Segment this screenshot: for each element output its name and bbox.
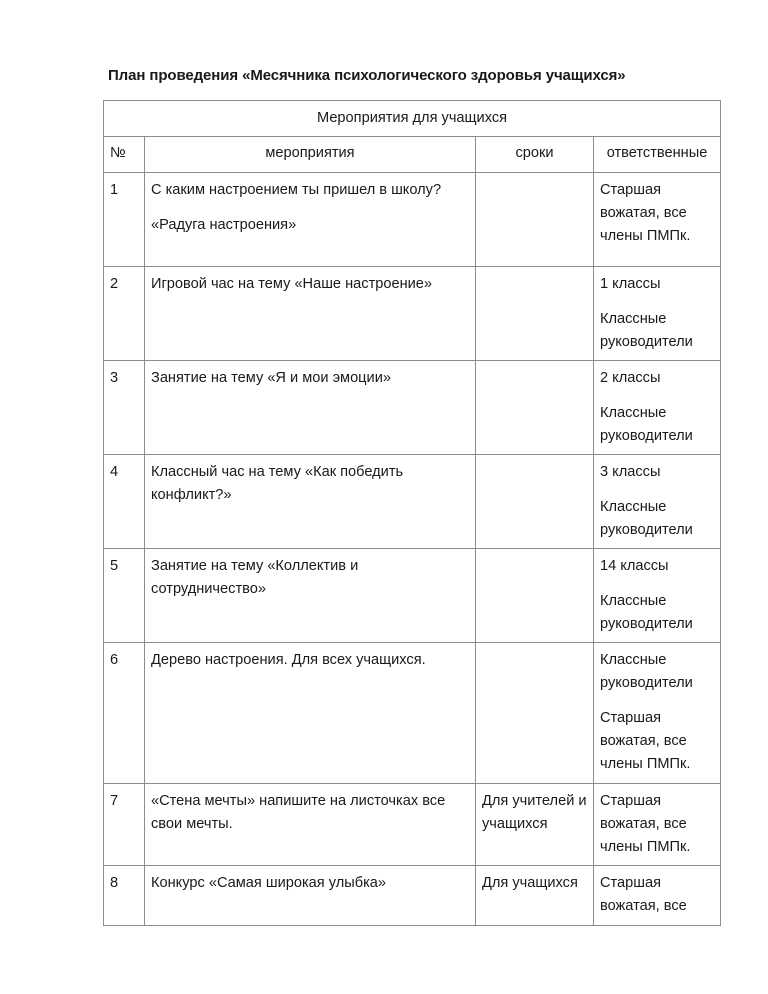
responsible-text: Классные руководители: [600, 405, 693, 444]
row-dates: [476, 173, 594, 267]
responsible-text: Классные руководители: [600, 593, 693, 632]
table-caption: Мероприятия для учащихся: [104, 101, 721, 137]
row-num: 7: [104, 784, 145, 866]
row-num: 2: [104, 267, 145, 361]
event-text: «Радуга настроения»: [151, 217, 297, 233]
header-responsible: ответственные: [594, 137, 721, 173]
responsible-text: Старшая вожатая, все члены ПМПк.: [600, 793, 691, 855]
row-responsible: [594, 361, 721, 455]
row-num: 6: [104, 643, 145, 784]
event-text: Игровой час на тему «Наше настроение»: [151, 276, 433, 292]
header-dates: сроки: [476, 137, 594, 173]
row-event: [145, 361, 476, 455]
row-responsible: [594, 643, 721, 784]
row-event: [145, 267, 476, 361]
table-row: [104, 784, 721, 866]
row-event: [145, 549, 476, 643]
table-row: [104, 549, 721, 643]
table-caption-row: [104, 101, 721, 137]
responsible-text: 2 классы: [600, 370, 661, 386]
row-responsible: [594, 866, 721, 926]
responsible-text: 14 классы: [600, 558, 669, 574]
row-dates: [476, 643, 594, 784]
table-row: [104, 361, 721, 455]
row-num: 5: [104, 549, 145, 643]
row-responsible: [594, 784, 721, 866]
row-dates: [476, 361, 594, 455]
table-row: [104, 455, 721, 549]
row-num: 1: [104, 173, 145, 267]
table-header-row: [104, 137, 721, 173]
responsible-text: Классные руководители: [600, 311, 693, 350]
row-dates: [476, 455, 594, 549]
row-event: [145, 173, 476, 267]
responsible-text: Классные руководители: [600, 499, 693, 538]
row-event: [145, 866, 476, 926]
events-table: [103, 100, 721, 926]
row-responsible: [594, 173, 721, 267]
table-row: [104, 173, 721, 267]
responsible-text: Старшая вожатая, все: [600, 875, 687, 914]
row-num: 3: [104, 361, 145, 455]
header-num: №: [104, 137, 145, 173]
header-event: мероприятия: [145, 137, 476, 173]
row-num: 4: [104, 455, 145, 549]
row-dates: [476, 267, 594, 361]
row-responsible: [594, 267, 721, 361]
row-responsible: [594, 455, 721, 549]
row-dates: Для учащихся: [476, 866, 594, 926]
row-responsible: [594, 549, 721, 643]
event-text: Дерево настроения. Для всех учащихся.: [151, 652, 426, 668]
responsible-text: Старшая вожатая, все члены ПМПк.: [600, 182, 691, 244]
responsible-text: 1 классы: [600, 276, 661, 292]
event-text: «Стена мечты» напишите на листочках все свои мечты.: [151, 793, 446, 832]
table-row: [104, 267, 721, 361]
row-dates: [476, 549, 594, 643]
row-event: [145, 784, 476, 866]
row-event: [145, 455, 476, 549]
row-num: 8: [104, 866, 145, 926]
responsible-text: 3 классы: [600, 464, 661, 480]
row-event: [145, 643, 476, 784]
responsible-text: Классные руководители: [600, 652, 693, 691]
event-text: Занятие на тему «Я и мои эмоции»: [151, 370, 391, 386]
row-dates: Для учителей и учащихся: [476, 784, 594, 866]
table-row: [104, 866, 721, 926]
responsible-text: Старшая вожатая, все члены ПМПк.: [600, 710, 691, 772]
table-row: [104, 643, 721, 784]
event-text: Конкурс «Самая широкая улыбка»: [151, 875, 387, 891]
document-title: План проведения «Месячника психологического здоровья учащихся»: [108, 67, 626, 84]
event-text: С каким настроением ты пришел в школу?: [151, 182, 442, 198]
event-text: Занятие на тему «Коллектив и сотрудничество»: [151, 558, 359, 597]
event-text: Классный час на тему «Как победить конфликт?»: [151, 464, 404, 503]
